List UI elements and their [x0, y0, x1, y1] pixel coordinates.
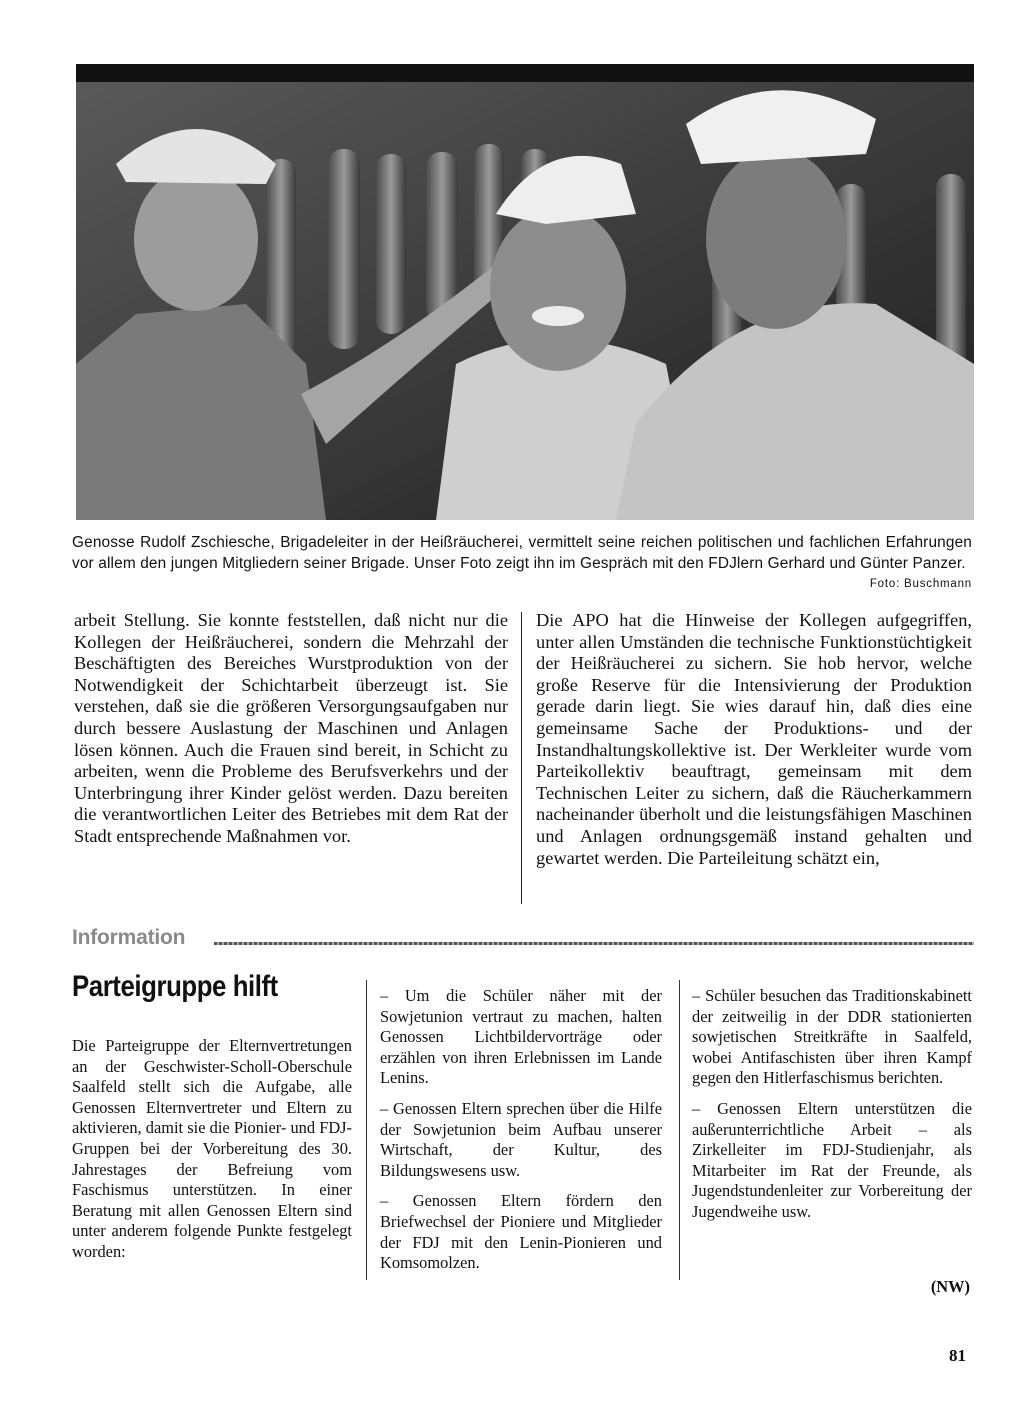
info-paragraph: Die Parteigruppe der Elternvertretungen an der Geschwister-Scholl-Oberschule Saalfeld stellt sich die Aufgabe, alle Genossen Elternvertreter und Eltern zu aktivieren, damit sie die Pionier- und FDJ-Gruppen bei der Vorbereitung des 30. Jahrestages der Befreiung vom Faschismus unterstützen. In einer Beratung mit allen Genossen Eltern sind unter anderem folgende Punkte festgelegt worden: — [72, 1036, 352, 1261]
article-column-right — [536, 610, 972, 869]
photo-icon — [76, 64, 974, 520]
news-photo — [76, 64, 974, 520]
column-divider — [521, 612, 522, 904]
article-paragraph: arbeit Stellung. Sie konnte feststellen, daß nicht nur die Kollegen der Heißräucherei, sondern die Mehrzahl der Beschäftigten des Bereiches Wurstproduktion von der Notwendigkeit der Schichtarbeit überzeugt ist. Sie verstehen, daß sie die größeren Versorgungsaufgaben nur durch bessere Auslastung der Maschinen und Anlagen lösen können. Auch die Frauen sind bereit, in Schicht zu arbeiten, wenn die Probleme des Berufsverkehrs und der Unterbringung ihrer Kinder gelöst werden. Dazu bereiten die verantwortlichen Leiter des Betriebes mit dem Rat der Stadt entsprechende Maßnahmen vor. — [74, 610, 508, 846]
article-column-left — [74, 610, 508, 848]
photo-credit: Foto: Buschmann — [869, 578, 972, 590]
page-number: 81 — [949, 1346, 966, 1365]
info-paragraph: – Genossen Eltern sprechen über die Hilfe der Sowjetunion beim Aufbau unserer Wirtschaft, der Kultur, des Bildungswesens usw. — [380, 1098, 662, 1180]
section-rule — [214, 942, 974, 945]
section-label: Information — [72, 926, 186, 949]
author-signoff: (NW) — [930, 1277, 970, 1296]
info-paragraph: – Um die Schüler näher mit der Sowjetunion vertraut zu machen, halten Genossen Lichtbildervorträge oder erzählen von ihren Erlebnissen im Lande Lenins. — [380, 986, 662, 1088]
info-paragraph: – Genossen Eltern fördern den Briefwechsel der Pioniere und Mitglieder der FDJ mit den Lenin-Pionieren und Komsomolzen. — [380, 1191, 662, 1273]
info-paragraph: – Schüler besuchen das Traditionskabinett der zeitweilig in der DDR stationierten sowjetischen Streitkräfte in Saalfeld, wobei Antifaschisten über ihren Kampf gegen den Hitlerfaschismus berichten. — [692, 986, 972, 1088]
info-column-1 — [72, 1036, 352, 1273]
article-paragraph: Die APO hat die Hinweise der Kollegen aufgegriffen, unter allen Umständen die technische Funktionstüchtigkeit der Heißräucherei zu sichern. Sie hob hervor, welche große Reserve für die Intensivierung der Produktion gerade darin liegt. Sie wies darauf hin, daß dies eine gemeinsame Sache der Produktions- und der Instandhaltungskollektive ist. Der Werkleiter wurde vom Parteikollektiv beauftragt, gemeinsam mit dem Technischen Leiter zu sichern, daß die Räucherkammern nacheinander überholt und die leistungsfähigen Maschinen und Anlagen ordnungsgemäß instand gehalten und gewartet werden. Die Parteileitung schätzt ein, — [536, 610, 972, 868]
headline: Parteigruppe hilft — [72, 970, 278, 1003]
info-column-3 — [692, 986, 972, 1233]
photo-caption: Genosse Rudolf Zschiesche, Brigadeleiter in der Heißräucherei, vermittelt seine reichen politischen und fachlichen Erfahrungen vor allem den jungen Mitgliedern seiner Brigade. Unser Foto zeigt ihn im Gespräch mit den FDJlern Gerhard und Günter Panzer. — [72, 534, 972, 572]
info-paragraph: – Genossen Eltern unterstützen die außerunterrichtliche Arbeit – als Zirkelleiter im FDJ-Studienjahr, als Mitarbeiter im Rat der Freunde, als Jugendstundenleiter zur Vorbereitung der Jugendweihe usw. — [692, 1098, 972, 1221]
column-divider — [679, 980, 680, 1280]
info-column-2 — [380, 986, 662, 1284]
column-divider — [366, 980, 367, 1280]
